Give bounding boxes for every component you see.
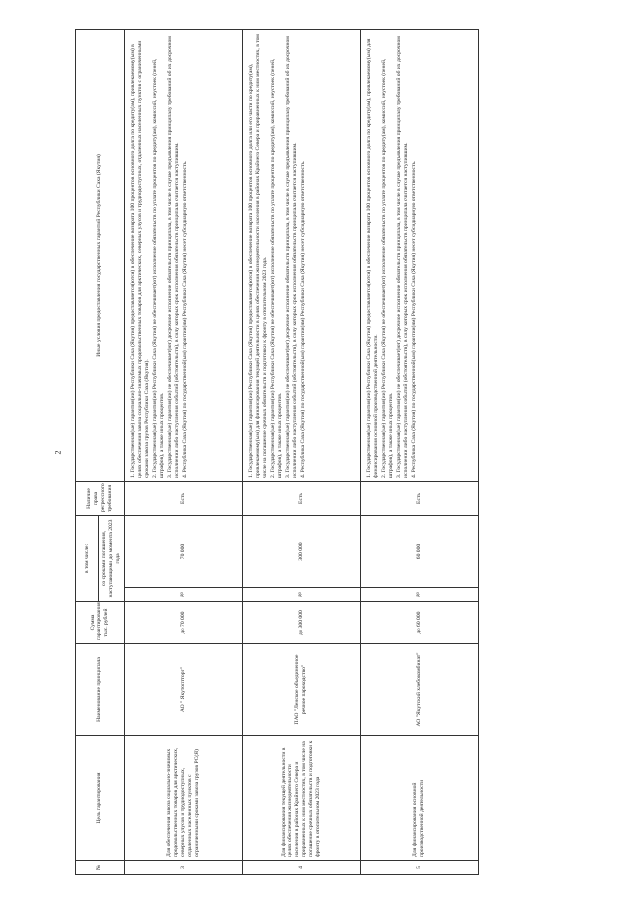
condition-item: 1. Государственная(ые) гарантия(ии) Республики Саха (Якутия) предоставляется(ются) в обеспечение возврата 100 процентов основного долга по кредиту(ам), привлекаемому(ым) в целях обеспечения завоза социально-значимых продовольственных товаров для арктических, северных улусов и труднодоступных, отдаленных населенных пунктов с ограниченными сроками завоза грузов Республики Саха (Якутия). [129,40,150,478]
row-sub-value: 300 000 [242,515,360,587]
row-sub-value: 70 000 [124,515,242,587]
row-sub-value: 60 000 [360,515,478,587]
header-num: № [76,861,125,875]
row-conditions [242,29,360,481]
header-conditions: Иные условия предоставления государственных гарантий Республики Саха (Якутия) [76,29,125,481]
header-sum: Сумма гарантирования тыс. рублей [76,602,125,644]
condition-item: 3. Государственная(ые) гарантия(ии) не обеспечивает(ют) досрочное исполнение обязательств принципала, в том числе в случае предъявления принципалу требований об их досрочном исполнении либо наступления событий (обстоятельств), в силу которых срок исполнения обязательств принципала считается наступившим. [166,36,180,478]
condition-item: 3. Государственная(ые) гарантия(ии) не обеспечивает(ют) досрочное исполнение обязательств принципала, в том числе в случае предъявления принципалу требований об их досрочном исполнении либо наступления событий (обстоятельств), в силу которых срок исполнения обязательств принципала считается наступившим. [284,36,298,478]
row-conditions [360,29,478,481]
table-body [124,29,478,874]
sum-value: 300 000 [297,610,304,629]
guarantees-table [75,29,479,875]
table-header-row [76,29,99,874]
guarantees-table-sheet [75,30,480,875]
row-regress: Есть [124,481,242,515]
sum-prefix: до [180,628,186,634]
row-sum [360,602,478,644]
row-purpose: Для финансирования текущей деятельности в целях обеспечения жизнедеятельности населения в районах Крайнего Севера и приравненных к ним местностях, в том числе на погашение срочных обязательств и подготовки к фронту в отопительном 2023 года [242,736,360,861]
row-sub-prefix: до [242,588,360,602]
table-row [360,29,478,874]
row-sub-prefix: до [360,588,478,602]
row-purpose: Для финансирования основной производственной деятельности [360,736,478,861]
row-conditions [124,29,242,481]
condition-item: 2. Государственная(ые) гарантия(ии) Республики Саха (Якутия) не обеспечивает(ют) исполнение обязательств по уплате процентов по кредиту(ам), комиссий, неустоек (пеней, штрафов), а также иных процентов. [269,58,283,478]
table-row [124,29,242,874]
sum-prefix: до [416,628,422,634]
condition-item: 3. Государственная(ые) гарантия(ии) не обеспечивает(ют) досрочное исполнение обязательств принципала, в том числе в случае предъявления принципалу требований об их досрочном исполнении либо наступления событий (обстоятельств), в силу которых срок исполнения обязательств принципала считается наступившим. [395,36,409,478]
row-regress: Есть [360,481,478,515]
row-number: 5 [360,861,478,875]
condition-item: 2. Государственная(ые) гарантия(ии) Республики Саха (Якутия) не обеспечивает(ют) исполнение обязательств по уплате процентов по кредиту(ам), комиссий, неустоек (пеней, штрафов), а также иных процентов. [380,58,394,478]
condition-item: 2. Государственная(ые) гарантия(ии) Республики Саха (Якутия) не обеспечивает(ют) исполнение обязательств по уплате процентов по кредиту(ам), комиссий, неустоек (пеней, штрафов), а также иных процентов. [151,58,165,478]
row-principal: АО " Якутоптторг" [124,644,242,736]
condition-item: 4. Республика Саха (Якутия) по государственной(ым) гарантии(ям) Республики Саха (Якутия) несет субсидиарную ответственность. [181,160,188,478]
row-principal: ПАО "Ленское объединенное речное пароходство" [242,644,360,736]
sum-value: 60 000 [415,611,422,627]
table-row [242,29,360,874]
page-number: 2 [53,450,63,455]
row-number: 3 [124,861,242,875]
condition-item: 1. Государственная(ые) гарантия(ии) Республики Саха (Якутия) предоставляется(ются) в обеспечение возврата 100 процентов основного долга по кредиту(ам), привлекаемому(ым) для финансирования основной производственной деятельности. [365,38,379,478]
header-including: в том числе: [76,515,99,601]
row-number: 4 [242,861,360,875]
sum-prefix: до [298,629,304,635]
row-purpose: Для обеспечения завоза социально-значимых продовольственных товаров для арктических, северных улусов и труднодоступных, отдаленных населенных пунктов с ограниченными сроками завоза грузов РС(Я) [124,736,242,861]
header-purpose: Цель гарантирования [76,736,125,861]
header-regress: Наличие права регрессного требования [76,481,125,515]
row-regress: Есть [242,481,360,515]
condition-item: 4. Республика Саха (Якутия) по государственной(ым) гарантии(ям) Республики Саха (Якутия) несет субсидиарную ответственность. [299,160,306,478]
sum-value: 70 000 [179,611,186,627]
condition-item: 4. Республика Саха (Якутия) по государственной(ым) гарантии(ям) Республики Саха (Якутия) несет субсидиарную ответственность. [410,160,417,478]
header-with-sub: со сроками погашения, наступающими до момента 2023 года [99,515,125,601]
row-principal: АО "Якутский хлебокомбинат" [360,644,478,736]
row-sum [124,602,242,644]
row-sum [242,602,360,644]
header-principal: Наименование принципала [76,644,125,736]
condition-item: 1. Государственная(ые) гарантия(ии) Республики Саха (Якутия) предоставляется(ются) в обеспечение возврата 100 процентов основного долга или его части по кредиту(ам), привлекаемому(ым) для финансирования текущей деятельности в целях обеспечения жизнедеятельности населения в районах Крайнего Севера и приравненных к ним местностях, в том числе на погашение срочных обязательств и подготовки к фронту в отопительном 2023 года. [247,34,268,478]
row-sub-prefix: до [124,588,242,602]
